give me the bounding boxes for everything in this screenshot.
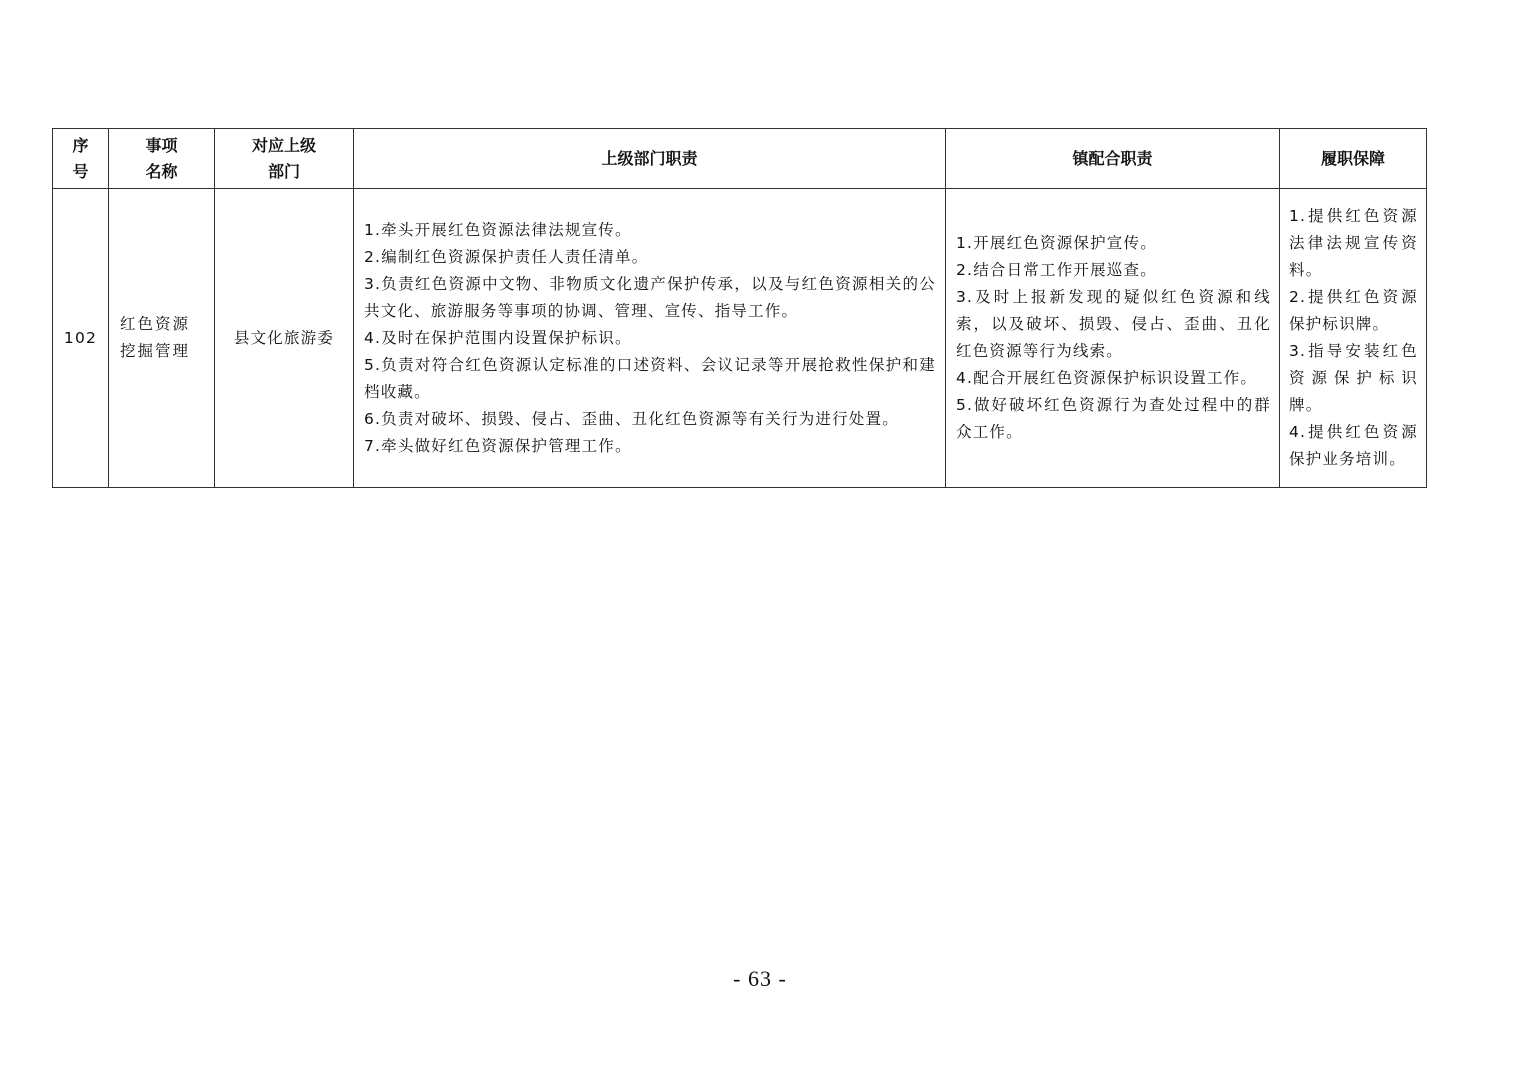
upper-duty-item: 2.编制红色资源保护责任人责任清单。 bbox=[364, 247, 649, 266]
guarantee-item: 3.指导安装红色资源保护标识牌。 bbox=[1289, 342, 1418, 414]
guarantee-item: 1.提供红色资源法律法规宣传资料。 bbox=[1289, 207, 1418, 279]
header-upper-duties: 上级部门职责 bbox=[354, 129, 946, 189]
duty-table bbox=[52, 128, 1427, 488]
header-item-name bbox=[109, 129, 215, 189]
town-duty-item: 3.及时上报新发现的疑似红色资源和线索，以及破坏、损毁、侵占、歪曲、丑化红色资源等行为线索。 bbox=[956, 288, 1271, 360]
header-upper-dept-line-1: 对应上级 bbox=[251, 135, 316, 155]
header-seq bbox=[53, 129, 109, 189]
page-number: - 63 - bbox=[733, 966, 787, 991]
header-item-name-line-1: 事项 bbox=[145, 135, 178, 155]
row-upper-duties bbox=[354, 189, 946, 488]
table-header-row bbox=[53, 129, 1427, 189]
guarantee-item: 2.提供红色资源保护标识牌。 bbox=[1289, 288, 1418, 333]
upper-duty-item: 6.负责对破坏、损毁、侵占、歪曲、丑化红色资源等有关行为进行处置。 bbox=[364, 409, 899, 428]
upper-duty-item: 1.牵头开展红色资源法律法规宣传。 bbox=[364, 220, 632, 239]
row-seq: 102 bbox=[53, 189, 109, 488]
header-seq-line-1: 序 bbox=[72, 135, 89, 155]
upper-duty-item: 4.及时在保护范围内设置保护标识。 bbox=[364, 328, 632, 347]
upper-duty-item: 7.牵头做好红色资源保护管理工作。 bbox=[364, 436, 632, 455]
upper-duty-item: 5.负责对符合红色资源认定标准的口述资料、会议记录等开展抢救性保护和建档收藏。 bbox=[364, 355, 936, 401]
town-duty-item: 2.结合日常工作开展巡查。 bbox=[956, 261, 1157, 279]
row-guarantees bbox=[1280, 189, 1427, 488]
row-item-name-text: 红色资源挖掘管理 bbox=[120, 315, 191, 360]
header-town-duties: 镇配合职责 bbox=[946, 129, 1280, 189]
upper-duty-item: 3.负责红色资源中文物、非物质文化遗产保护传承，以及与红色资源相关的公共文化、旅游服务等事项的协调、管理、宣传、指导工作。 bbox=[364, 274, 936, 320]
town-duty-item: 4.配合开展红色资源保护标识设置工作。 bbox=[956, 369, 1258, 387]
row-item-name bbox=[109, 189, 215, 488]
table-row bbox=[53, 189, 1427, 488]
guarantee-item: 4.提供红色资源保护业务培训。 bbox=[1289, 423, 1418, 468]
town-duty-item: 5.做好破坏红色资源行为查处过程中的群众工作。 bbox=[956, 396, 1271, 441]
header-guarantee: 履职保障 bbox=[1280, 129, 1427, 189]
row-upper-dept: 县文化旅游委 bbox=[215, 189, 354, 488]
header-item-name-line-2: 名称 bbox=[145, 161, 178, 181]
town-duty-item: 1.开展红色资源保护宣传。 bbox=[956, 234, 1157, 252]
row-town-duties bbox=[946, 189, 1280, 488]
header-upper-dept bbox=[215, 129, 354, 189]
header-upper-dept-line-2: 部门 bbox=[267, 161, 300, 181]
header-seq-line-2: 号 bbox=[72, 161, 89, 181]
